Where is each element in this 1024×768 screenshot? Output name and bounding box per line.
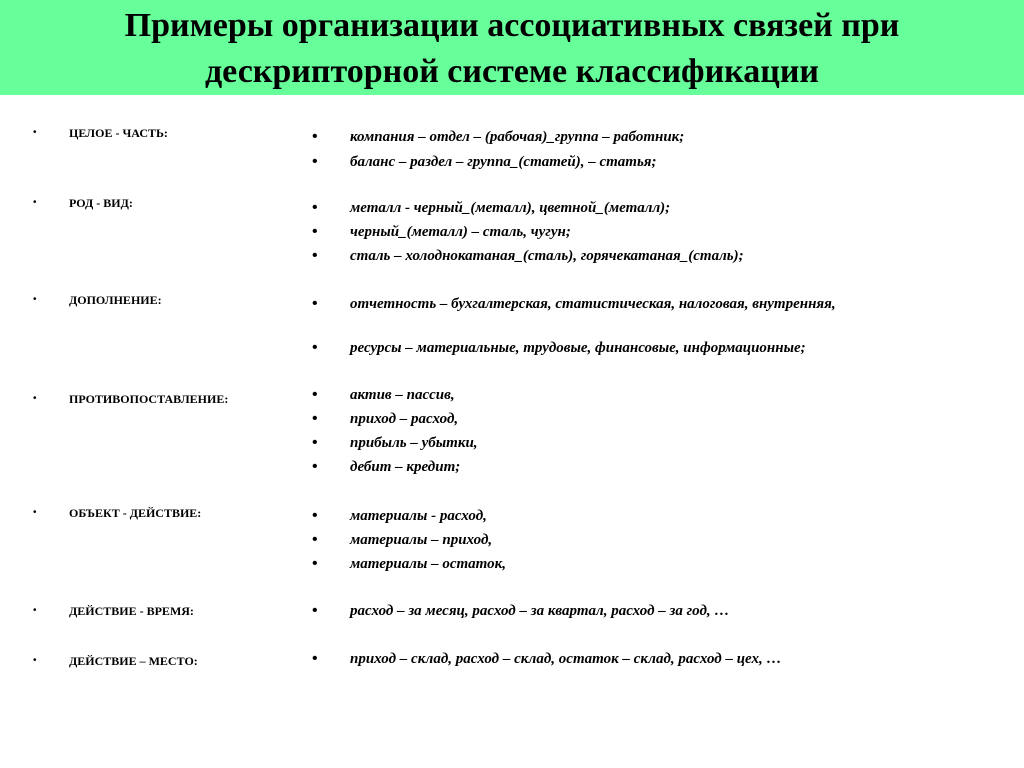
example-bullet: • <box>312 223 318 240</box>
example-item: ресурсы – материальные, трудовые, финансовые, информационные; <box>350 340 806 356</box>
category-label-complement: ДОПОЛНЕНИЕ: <box>69 293 162 307</box>
category-bullet: • <box>33 655 37 666</box>
example-item: дебит – кредит; <box>350 459 461 475</box>
example-item: отчетность – бухгалтерская, статистическая, налоговая, внутренняя, <box>350 296 836 312</box>
example-bullet: • <box>312 555 318 572</box>
example-item: приход – расход, <box>350 411 459 427</box>
category-label-object-action: ОБЪЕКТ - ДЕЙСТВИЕ: <box>69 506 202 520</box>
example-item: материалы – остаток, <box>350 556 506 572</box>
example-bullet: • <box>312 153 318 170</box>
category-bullet: • <box>33 197 37 208</box>
category-bullet: • <box>33 294 37 305</box>
example-bullet: • <box>312 199 318 216</box>
example-item: сталь – холоднокатаная_(сталь), горячекатаная_(сталь); <box>350 248 744 264</box>
slide-title-line-2: дескрипторной системе классификации <box>204 53 820 90</box>
example-item: приход – склад, расход – склад, остаток – склад, расход – цех, … <box>350 651 782 667</box>
example-item: баланс – раздел – группа_(статей), – статья; <box>350 154 657 170</box>
example-item: прибыль – убытки, <box>350 435 478 451</box>
example-bullet: • <box>312 650 318 667</box>
category-label-opposition: ПРОТИВОПОСТАВЛЕНИЕ: <box>69 392 229 406</box>
category-bullet: • <box>33 127 37 138</box>
example-bullet: • <box>312 434 318 451</box>
example-item: материалы - расход, <box>350 508 487 524</box>
example-bullet: • <box>312 458 318 475</box>
example-bullet: • <box>312 410 318 427</box>
category-bullet: • <box>33 507 37 518</box>
example-bullet: • <box>312 507 318 524</box>
slide-title-line-1: Примеры организации ассоциативных связей при <box>124 7 900 44</box>
title-banner <box>0 0 1024 95</box>
example-bullet: • <box>312 602 318 619</box>
example-item: черный_(металл) – сталь, чугун; <box>350 224 571 240</box>
category-label-genus-species: РОД - ВИД: <box>69 196 133 210</box>
category-bullet: • <box>33 605 37 616</box>
example-item: компания – отдел – (рабочая)_группа – работник; <box>350 129 685 145</box>
example-bullet: • <box>312 247 318 264</box>
category-bullet: • <box>33 393 37 404</box>
example-item: расход – за месяц, расход – за квартал, расход – за год, … <box>350 603 730 619</box>
example-bullet: • <box>312 339 318 356</box>
example-item: актив – пассив, <box>350 387 455 403</box>
example-bullet: • <box>312 386 318 403</box>
category-label-whole-part: ЦЕЛОЕ - ЧАСТЬ: <box>69 126 168 140</box>
example-item: материалы – приход, <box>350 532 493 548</box>
example-bullet: • <box>312 531 318 548</box>
category-label-action-time: ДЕЙСТВИЕ - ВРЕМЯ: <box>69 604 194 618</box>
example-bullet: • <box>312 128 318 145</box>
example-bullet: • <box>312 295 318 312</box>
category-label-action-place: ДЕЙСТВИЕ – МЕСТО: <box>69 654 198 668</box>
example-item: металл - черный_(металл), цветной_(металл); <box>350 200 671 216</box>
